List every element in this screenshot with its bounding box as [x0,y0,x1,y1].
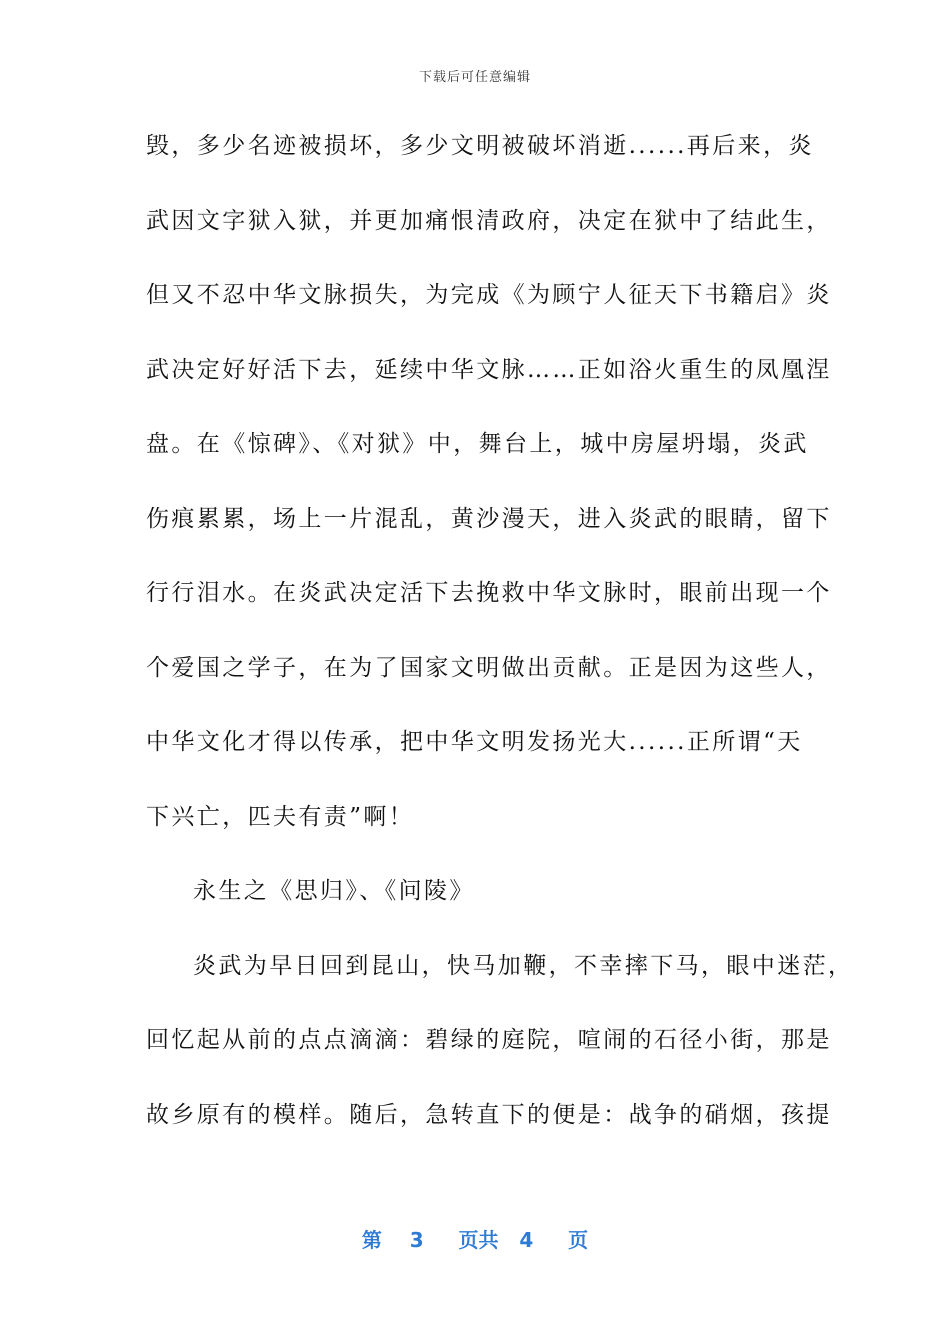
text-line: 盘。在《惊碑》、《对狱》中，舞台上，城中房屋坍塌，炎武 [146,431,809,457]
page-label-prefix: 第 [361,1228,382,1252]
current-page-number: 3 [409,1228,424,1252]
page-label-suffix: 页 [568,1228,589,1252]
text-line: 武因文字狱入狱，并更加痛恨清政府，决定在狱中了结此生， [146,207,832,234]
text-line: 行行泪水。在炎武决定活下去挽救中华文脉时，眼前出现一个 [146,580,832,606]
text-line: 但又不忍中华文脉损失，为完成《为顾宁人征天下书籍启》炎 [146,282,832,308]
page-header: 下载后可任意编辑 [418,70,531,85]
text-line: 毁，多少名迹被损坏，多少文明被破坏消逝......再后来，炎 [146,133,814,159]
text-line: 中华文化才得以传承，把中华文明发扬光大......正所谓“天 [146,729,803,755]
text-line: 个爱国之学子，在为了国家文明做出贡献。正是因为这些人， [146,654,832,681]
text-line: 炎武为早日回到昆山，快马加鞭，不幸摔下马，眼中迷茫， [193,952,854,979]
document-body [146,124,854,1167]
total-pages-number: 4 [519,1228,534,1252]
text-line: 伤痕累累，场上一片混乱，黄沙漫天，进入炎武的眼睛，留下 [146,505,832,532]
text-line: 故乡原有的模样。随后，急转直下的便是：战争的硝烟，孩提 [146,1101,832,1128]
text-line: 武决定好好活下去，延续中华文脉……正如浴火重生的凤凰涅 [146,356,832,383]
page-label-middle: 页共 [458,1228,499,1252]
section-heading: 永生之《思归》、《问陵》 [193,878,475,904]
page-footer [0,1224,950,1253]
text-line: 回忆起从前的点点滴滴：碧绿的庭院，喧闹的石径小街，那是 [146,1027,832,1053]
text-line: 下兴亡，匹夫有责”啊！ [146,803,415,830]
